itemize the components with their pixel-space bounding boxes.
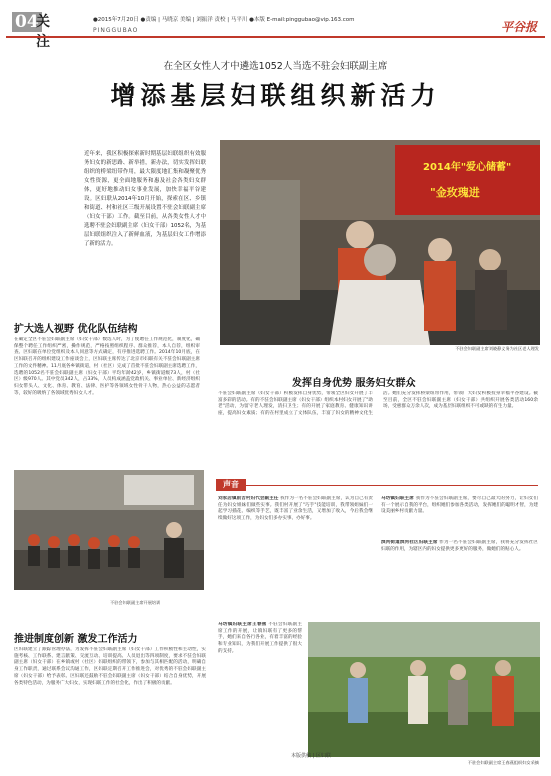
section-text-2: 区妇联建立了跟踪管理办法，为发挥不驻会妇联副主席（妇女干部）工作积极性和主动性，实施考核、工作联系、建言献策、交流互动、培训提高、人员退出等四项制度，要求不驻会妇联副主席（妇女干部）在乡镇或村（社区）妇联组织的带领下，参加与其相匹配的活动，明确自身工作职责，通过联系会议沟通工作，区妇联定期召开工作推进会，对优秀的不驻会妇联副主席（妇女干部）给予表彰。区妇联还鼓励不驻会妇联副主席（妇女干部）结合自身优势，开展各类特色活动，为服务广大妇女，实现妇联工作的社会化，作出了积极的贡献。 (14, 647, 206, 686)
footer-credit: 本版供稿 | 区妇联 (291, 753, 331, 759)
section-pinyin: PINGGUBAO (93, 27, 139, 34)
section-text-1: 在确定全区不驻会妇联副主席（妇女干部）数选人时，为了使聘任工作规范化，制度化，确保整个聘任工作组织严密，操作规范，严格按照组织程序、群众推荐，本人自荐，组织审查、区妇联在单位党组织及本人同意等方式确定，有序推进选聘工作。2014年10月底，在区妇联召开的组织建设工作座谈会上，区妇联主席传达了北京市妇联有关不驻会妇联副主席工作的文件精神。11月底各乡镇街道，村（社区）完成了首批不驻会妇联副主席选聘工作，选聘的1052名不驻会妇联副主席（妇女干部）平均年龄42岁，乡镇街道级73人，村（社区）级970人。其中党员342人，占33%，人员构成涵盖党政机关、事业单位、新经济组织妇女带头人、文化、体育、教育、法律、医护等各领域女性骨干人物，热心公益的志愿者等，较好的吸纳了各领域优秀妇女人才。 (14, 337, 200, 396)
section-heading-3: 发挥自身优势 服务妇女群众 (292, 378, 416, 389)
photo-caption-haircut: 不驻会妇联副主席刘晓静义务为社区老人理发 (455, 346, 539, 351)
page-tag (6, 10, 61, 50)
voices-label: 声音 (216, 479, 246, 491)
voice-item-3 (381, 540, 538, 570)
section-text-3: 不驻会妇联副主席（妇女干部）积极发挥自身优势，带领全区妇女开展了丰富多彩的活动。有的不驻会妇联副主席（妇女干部）组织本村妇女开展了"助老"活动，为留守老人理发，清扫卫生；有的开展了家庭教育、健康知识讲座，提高妇女素质；有的在村里成立了文体队伍，丰富了妇女的精神文化生活。她们充分发挥桥梁纽带作用，带领广大妇女积极投身幸福平谷建设。截至目前，全区不驻会妇联副主席（妇女干部）共组织开展各类活动160余场，受惠群众万余人次，成为基层妇联组织不可或缺的有生力量。 (218, 391, 538, 417)
voice-item-1 (218, 496, 373, 566)
voice-speaker-1: 刘家店镇前吉村妇代会副主任 (218, 496, 279, 501)
page-number: 04 (12, 12, 42, 32)
photo-caption-field: 不驻会妇联副主席王春燕组织妇女采摘 (467, 760, 539, 765)
voice-item-4 (218, 622, 302, 752)
banner-text-1: 2014年"爱心储蓄" (423, 162, 512, 173)
voice-text-3: 作为一名不驻会妇联副主席，我将充分发挥社区妇联的作用，为辖区内的妇女提供更多更好的服务，做她们的贴心人。 (381, 540, 538, 552)
issue-meta: ●2015年7月20日 ●责编 | 马晓京 美编 | 刘振洋 责校 | 马平川 ●本版 E-mail:pinggubao@vip.163.com (93, 17, 355, 23)
photo-haircut (220, 140, 540, 345)
masthead (0, 0, 551, 50)
voice-speaker-4: 马坊镇妇联主席王春燕 (218, 622, 267, 627)
lead-paragraph: 近年来，我区积极探索新时期基层妇联组织有效服务妇女的新思路、新举措，新办法，切实发挥妇联组织的桥梁纽带作用，最大限度地汇集和凝聚优秀女性资源，更全面地服务和惠及社会各类妇女群体，更好地推动妇女事业发展，加快幸福平谷建设。区妇联从2014年10月开始，探索在区、乡镇和街道、村和社区三级开展设置不驻会妇联副主席（妇女干部）工作。截至目前，从各类女性人才中选聘不驻会妇联副主席（妇女干部）1052名，为基层妇联组织注入了新鲜血液，为基层妇女工作增添了新的活力。 (84, 151, 206, 247)
section-heading-1: 扩大选人视野 优化队伍结构 (14, 324, 138, 335)
section-name: 关注 (36, 14, 50, 50)
training-photo-art (14, 470, 204, 590)
article-title: 增添基层妇联组织新活力 (110, 81, 441, 110)
header-rule (6, 36, 545, 38)
field-photo-art (308, 622, 540, 757)
voice-speaker-2: 马坊镇妇联主席 (381, 496, 414, 501)
banner-text-2: "金玫瑰进 (430, 186, 480, 199)
photo-training (14, 470, 204, 590)
photo-field (308, 622, 540, 757)
voices-rule (246, 485, 538, 486)
article-subtitle: 在全区女性人才中遴选1052人当选不驻会妇联副主席 (163, 61, 388, 72)
voice-text-1: 我作为一名不驻会妇联副主席，认为自己有责任为妇女姐妹们做些实事。我们村开展了"巧手"技能培训，我带领姐妹们一起学习插花、编织等手艺，既丰富了业余生活，又增加了收入，今后我会继续做好这项工作，为妇女们多办实事、办好事。 (218, 496, 373, 522)
voice-item-2 (381, 496, 538, 536)
voice-text-4: 不驻会妇联副主席工作的开展，让镇妇联有了更多的帮手，她们来自各行各业，有着丰富的经验和专业知识，为我们开展工作提供了很大的支持。 (218, 622, 302, 654)
photo-caption-training: 不驻会妇联副主席开展培训 (110, 600, 161, 605)
voice-speaker-3: 滨河街道滨河社区妇联主席 (381, 540, 438, 545)
newspaper-logo: 平谷报 (500, 20, 537, 34)
section-heading-2: 推进制度创新 激发工作活力 (14, 634, 138, 645)
voice-text-2: 我作为不驻会妇联副主席，要尽自己最大的努力，让妇女们有一个展示自我的平台，组织她们参加各类活动，发挥她们的聪明才智，为建设美丽乡村贡献力量。 (381, 496, 538, 515)
